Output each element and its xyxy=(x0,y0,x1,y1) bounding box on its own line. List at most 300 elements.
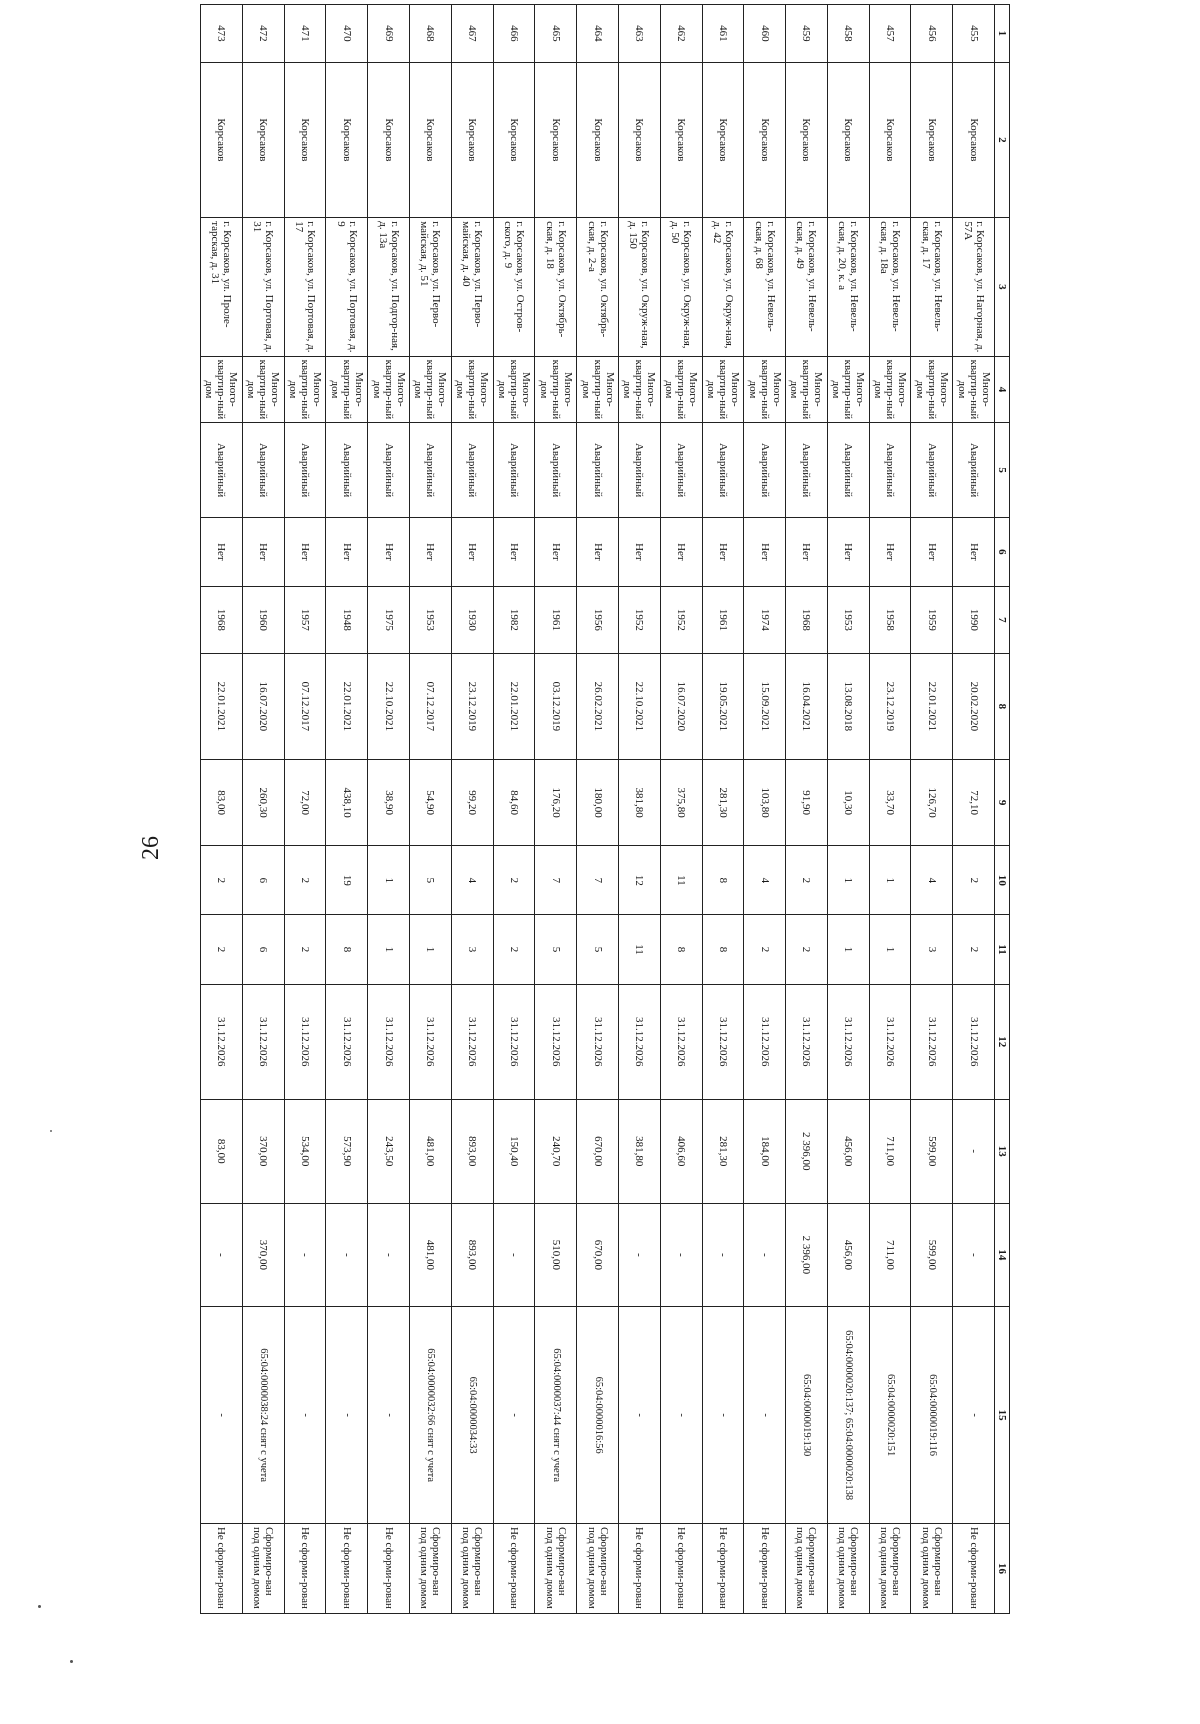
land-area-13: 370,00 xyxy=(242,1099,284,1203)
count-11: 8 xyxy=(326,915,368,984)
table-row xyxy=(953,5,995,1614)
flag: Нет xyxy=(493,517,535,586)
cadastral-number: - xyxy=(326,1307,368,1524)
cadastral-number: - xyxy=(618,1307,660,1524)
rotated-table-wrapper xyxy=(200,4,1010,1614)
area: 176,20 xyxy=(535,759,577,845)
year-built: 1975 xyxy=(368,587,410,654)
land-area-13: 281,30 xyxy=(702,1099,744,1203)
row-number: 466 xyxy=(493,5,535,63)
land-area-14: 456,00 xyxy=(827,1203,869,1307)
address: г. Корсаков, ул. Окруж-ная, д. 42 xyxy=(702,218,744,356)
land-status: Не сформи-рован xyxy=(618,1523,660,1613)
land-area-14: - xyxy=(284,1203,326,1307)
settlement: Корсаков xyxy=(786,62,828,218)
area: 10,30 xyxy=(827,759,869,845)
land-area-14: - xyxy=(953,1203,995,1307)
decision-date: 20.02.2020 xyxy=(953,653,995,759)
planned-date: 31.12.2026 xyxy=(953,984,995,1099)
address: г. Корсаков, ул. Невель-ская, д. 18а xyxy=(869,218,911,356)
row-number: 458 xyxy=(827,5,869,63)
area: 260,30 xyxy=(242,759,284,845)
column-header: 10 xyxy=(995,846,1010,915)
column-header: 14 xyxy=(995,1203,1010,1307)
count-10: 2 xyxy=(201,846,243,915)
settlement: Корсаков xyxy=(618,62,660,218)
column-header: 2 xyxy=(995,62,1010,218)
area: 83,00 xyxy=(201,759,243,845)
table-row xyxy=(786,5,828,1614)
row-number: 463 xyxy=(618,5,660,63)
count-11: 1 xyxy=(827,915,869,984)
table-row xyxy=(242,5,284,1614)
land-area-14: - xyxy=(618,1203,660,1307)
count-10: 4 xyxy=(744,846,786,915)
area: 91,90 xyxy=(786,759,828,845)
table-row xyxy=(577,5,619,1614)
land-status: Не сформи-рован xyxy=(702,1523,744,1613)
flag: Нет xyxy=(869,517,911,586)
building-type: Много-квартир-ный дом xyxy=(368,356,410,423)
condition: Аварийный xyxy=(451,423,493,518)
table-body xyxy=(201,5,995,1614)
area: 54,90 xyxy=(410,759,452,845)
decision-date: 26.02.2021 xyxy=(577,653,619,759)
address: г. Корсаков, ул. Окруж-ная, д. 150 xyxy=(618,218,660,356)
settlement: Корсаков xyxy=(368,62,410,218)
count-11: 2 xyxy=(744,915,786,984)
decision-date: 16.07.2020 xyxy=(242,653,284,759)
condition: Аварийный xyxy=(827,423,869,518)
year-built: 1930 xyxy=(451,587,493,654)
land-area-14: 510,00 xyxy=(535,1203,577,1307)
address: г. Корсаков, ул. Невель-ская, д. 68 xyxy=(744,218,786,356)
flag: Нет xyxy=(410,517,452,586)
address: г. Корсаков, ул. Перво-майская, д. 40 xyxy=(451,218,493,356)
decision-date: 15.09.2021 xyxy=(744,653,786,759)
year-built: 1959 xyxy=(911,587,953,654)
scan-speck xyxy=(38,1605,41,1608)
planned-date: 31.12.2026 xyxy=(201,984,243,1099)
planned-date: 31.12.2026 xyxy=(493,984,535,1099)
row-number: 464 xyxy=(577,5,619,63)
cadastral-number: - xyxy=(201,1307,243,1524)
condition: Аварийный xyxy=(618,423,660,518)
address: г. Корсаков, ул. Октябрь-ская, д. 18 xyxy=(535,218,577,356)
address: г. Корсаков, ул. Невель-ская, д. 17 xyxy=(911,218,953,356)
planned-date: 31.12.2026 xyxy=(284,984,326,1099)
condition: Аварийный xyxy=(242,423,284,518)
row-number: 473 xyxy=(201,5,243,63)
land-status: Не сформи-рован xyxy=(201,1523,243,1613)
land-area-14: - xyxy=(326,1203,368,1307)
table-row xyxy=(326,5,368,1614)
cadastral-number: 65:04:0000019:130 xyxy=(786,1307,828,1524)
planned-date: 31.12.2026 xyxy=(410,984,452,1099)
settlement: Корсаков xyxy=(242,62,284,218)
land-area-13: 670,00 xyxy=(577,1099,619,1203)
land-area-13: 184,00 xyxy=(744,1099,786,1203)
year-built: 1974 xyxy=(744,587,786,654)
land-area-13: 456,00 xyxy=(827,1099,869,1203)
column-header: 3 xyxy=(995,218,1010,356)
land-area-14: - xyxy=(660,1203,702,1307)
condition: Аварийный xyxy=(368,423,410,518)
decision-date: 16.04.2021 xyxy=(786,653,828,759)
settlement: Корсаков xyxy=(869,62,911,218)
area: 375,80 xyxy=(660,759,702,845)
decision-date: 19.05.2021 xyxy=(702,653,744,759)
count-11: 1 xyxy=(368,915,410,984)
settlement: Корсаков xyxy=(410,62,452,218)
address: г. Корсаков, ул. Проле-тарская, д. 31 xyxy=(201,218,243,356)
land-status: Сформиро-ван под одним домом xyxy=(786,1523,828,1613)
decision-date: 16.07.2020 xyxy=(660,653,702,759)
condition: Аварийный xyxy=(702,423,744,518)
area: 180,00 xyxy=(577,759,619,845)
year-built: 1968 xyxy=(786,587,828,654)
cadastral-number: 65:04:0000020:137; 65:04:0000020:138 xyxy=(827,1307,869,1524)
address: г. Корсаков, ул. Портовая, д. 17 xyxy=(284,218,326,356)
building-type: Много-квартир-ный дом xyxy=(869,356,911,423)
decision-date: 23.12.2019 xyxy=(869,653,911,759)
year-built: 1953 xyxy=(827,587,869,654)
land-area-13: 711,00 xyxy=(869,1099,911,1203)
address: г. Корсаков, ул. Перво-майская, д. 51 xyxy=(410,218,452,356)
land-area-14: 599,00 xyxy=(911,1203,953,1307)
row-number: 460 xyxy=(744,5,786,63)
cadastral-number: 65:04:0000037:44 снят с учета xyxy=(535,1307,577,1524)
land-status: Сформиро-ван под одним домом xyxy=(577,1523,619,1613)
count-10: 8 xyxy=(702,846,744,915)
year-built: 1968 xyxy=(201,587,243,654)
count-10: 2 xyxy=(493,846,535,915)
building-type: Много-квартир-ный дом xyxy=(326,356,368,423)
area: 33,70 xyxy=(869,759,911,845)
scan-speck xyxy=(50,1130,52,1132)
land-status: Не сформи-рован xyxy=(953,1523,995,1613)
cadastral-number: - xyxy=(744,1307,786,1524)
settlement: Корсаков xyxy=(827,62,869,218)
decision-date: 07.12.2017 xyxy=(410,653,452,759)
cadastral-number: - xyxy=(493,1307,535,1524)
count-11: 2 xyxy=(284,915,326,984)
count-11: 2 xyxy=(953,915,995,984)
table-row xyxy=(284,5,326,1614)
column-header: 13 xyxy=(995,1099,1010,1203)
count-10: 4 xyxy=(451,846,493,915)
land-area-14: 481,00 xyxy=(410,1203,452,1307)
count-11: 11 xyxy=(618,915,660,984)
address: г. Корсаков, ул. Невель-ская, д. 49 xyxy=(786,218,828,356)
planned-date: 31.12.2026 xyxy=(786,984,828,1099)
land-area-14: - xyxy=(493,1203,535,1307)
column-header: 12 xyxy=(995,984,1010,1099)
cadastral-number: 65:04:0000016:56 xyxy=(577,1307,619,1524)
planned-date: 31.12.2026 xyxy=(577,984,619,1099)
row-number: 457 xyxy=(869,5,911,63)
land-area-14: 370,00 xyxy=(242,1203,284,1307)
settlement: Корсаков xyxy=(326,62,368,218)
count-11: 2 xyxy=(201,915,243,984)
decision-date: 22.10.2021 xyxy=(618,653,660,759)
count-11: 3 xyxy=(911,915,953,984)
area: 103,80 xyxy=(744,759,786,845)
land-status: Не сформи-рован xyxy=(660,1523,702,1613)
address: г. Корсаков, ул. Портовая, д. 31 xyxy=(242,218,284,356)
scan-speck xyxy=(70,1660,73,1663)
column-header: 1 xyxy=(995,5,1010,63)
year-built: 1952 xyxy=(618,587,660,654)
area: 381,80 xyxy=(618,759,660,845)
column-header: 4 xyxy=(995,356,1010,423)
address: г. Корсаков, ул. Остров-ского, д. 9 xyxy=(493,218,535,356)
flag: Нет xyxy=(368,517,410,586)
land-area-13: 381,80 xyxy=(618,1099,660,1203)
settlement: Корсаков xyxy=(911,62,953,218)
count-10: 1 xyxy=(869,846,911,915)
count-10: 4 xyxy=(911,846,953,915)
column-header: 11 xyxy=(995,915,1010,984)
land-status: Не сформи-рован xyxy=(493,1523,535,1613)
condition: Аварийный xyxy=(660,423,702,518)
planned-date: 31.12.2026 xyxy=(702,984,744,1099)
decision-date: 22.01.2021 xyxy=(493,653,535,759)
condition: Аварийный xyxy=(911,423,953,518)
building-type: Много-квартир-ный дом xyxy=(786,356,828,423)
planned-date: 31.12.2026 xyxy=(535,984,577,1099)
land-area-13: 2 396,00 xyxy=(786,1099,828,1203)
column-header: 16 xyxy=(995,1523,1010,1613)
land-status: Не сформи-рован xyxy=(326,1523,368,1613)
land-area-13: 481,00 xyxy=(410,1099,452,1203)
decision-date: 22.01.2021 xyxy=(201,653,243,759)
row-number: 455 xyxy=(953,5,995,63)
decision-date: 07.12.2017 xyxy=(284,653,326,759)
address: г. Корсаков, ул. Подгор-ная, д. 13а xyxy=(368,218,410,356)
land-area-13: 243,50 xyxy=(368,1099,410,1203)
condition: Аварийный xyxy=(493,423,535,518)
flag: Нет xyxy=(577,517,619,586)
area: 99,20 xyxy=(451,759,493,845)
cadastral-number: 65:04:0000034:33 xyxy=(451,1307,493,1524)
table-row xyxy=(201,5,243,1614)
planned-date: 31.12.2026 xyxy=(326,984,368,1099)
column-header: 8 xyxy=(995,653,1010,759)
year-built: 1956 xyxy=(577,587,619,654)
planned-date: 31.12.2026 xyxy=(660,984,702,1099)
column-header: 15 xyxy=(995,1307,1010,1524)
land-area-13: 573,90 xyxy=(326,1099,368,1203)
count-11: 1 xyxy=(869,915,911,984)
flag: Нет xyxy=(744,517,786,586)
land-area-14: - xyxy=(201,1203,243,1307)
row-number: 472 xyxy=(242,5,284,63)
count-10: 19 xyxy=(326,846,368,915)
settlement: Корсаков xyxy=(744,62,786,218)
building-type: Много-квартир-ный дом xyxy=(744,356,786,423)
year-built: 1990 xyxy=(953,587,995,654)
count-11: 6 xyxy=(242,915,284,984)
column-header: 5 xyxy=(995,423,1010,518)
building-type: Много-квартир-ный дом xyxy=(660,356,702,423)
flag: Нет xyxy=(451,517,493,586)
count-11: 2 xyxy=(493,915,535,984)
count-11: 8 xyxy=(702,915,744,984)
cadastral-number: - xyxy=(284,1307,326,1524)
condition: Аварийный xyxy=(953,423,995,518)
condition: Аварийный xyxy=(577,423,619,518)
row-number: 470 xyxy=(326,5,368,63)
decision-date: 13.08.2018 xyxy=(827,653,869,759)
area: 126,70 xyxy=(911,759,953,845)
table-row xyxy=(869,5,911,1614)
row-number: 471 xyxy=(284,5,326,63)
building-type: Много-квартир-ный дом xyxy=(201,356,243,423)
year-built: 1958 xyxy=(869,587,911,654)
flag: Нет xyxy=(702,517,744,586)
decision-date: 22.01.2021 xyxy=(911,653,953,759)
year-built: 1960 xyxy=(242,587,284,654)
count-10: 6 xyxy=(242,846,284,915)
planned-date: 31.12.2026 xyxy=(451,984,493,1099)
land-status: Сформиро-ван под одним домом xyxy=(535,1523,577,1613)
land-area-13: 534,00 xyxy=(284,1099,326,1203)
address: г. Корсаков, ул. Портовая, д. 9 xyxy=(326,218,368,356)
planned-date: 31.12.2026 xyxy=(744,984,786,1099)
cadastral-number: - xyxy=(368,1307,410,1524)
year-built: 1948 xyxy=(326,587,368,654)
row-number: 469 xyxy=(368,5,410,63)
table-row xyxy=(911,5,953,1614)
building-type: Много-квартир-ный дом xyxy=(577,356,619,423)
building-type: Много-квартир-ный дом xyxy=(451,356,493,423)
year-built: 1957 xyxy=(284,587,326,654)
count-11: 2 xyxy=(786,915,828,984)
land-area-13: 893,00 xyxy=(451,1099,493,1203)
land-status: Сформиро-ван под одним домом xyxy=(410,1523,452,1613)
count-10: 2 xyxy=(953,846,995,915)
row-number: 459 xyxy=(786,5,828,63)
land-area-13: 406,60 xyxy=(660,1099,702,1203)
count-10: 1 xyxy=(827,846,869,915)
condition: Аварийный xyxy=(744,423,786,518)
year-built: 1961 xyxy=(535,587,577,654)
land-area-14: 893,00 xyxy=(451,1203,493,1307)
area: 72,00 xyxy=(284,759,326,845)
land-area-13: - xyxy=(953,1099,995,1203)
condition: Аварийный xyxy=(326,423,368,518)
cadastral-number: 65:04:0000032:66 снят с учета xyxy=(410,1307,452,1524)
building-type: Много-квартир-ный дом xyxy=(535,356,577,423)
page-number: 26 xyxy=(138,836,164,860)
flag: Нет xyxy=(953,517,995,586)
settlement: Корсаков xyxy=(953,62,995,218)
address: г. Корсаков, ул. Окруж-ная, д. 50 xyxy=(660,218,702,356)
table-row xyxy=(368,5,410,1614)
planned-date: 31.12.2026 xyxy=(242,984,284,1099)
settlement: Корсаков xyxy=(535,62,577,218)
condition: Аварийный xyxy=(869,423,911,518)
condition: Аварийный xyxy=(786,423,828,518)
table-row xyxy=(535,5,577,1614)
flag: Нет xyxy=(535,517,577,586)
housing-table xyxy=(200,4,1010,1614)
flag: Нет xyxy=(660,517,702,586)
building-type: Много-квартир-ный дом xyxy=(242,356,284,423)
land-area-14: 711,00 xyxy=(869,1203,911,1307)
row-number: 456 xyxy=(911,5,953,63)
land-status: Сформиро-ван под одним домом xyxy=(869,1523,911,1613)
land-status: Не сформи-рован xyxy=(744,1523,786,1613)
count-11: 8 xyxy=(660,915,702,984)
decision-date: 22.10.2021 xyxy=(368,653,410,759)
flag: Нет xyxy=(911,517,953,586)
building-type: Много-квартир-ный дом xyxy=(702,356,744,423)
land-area-13: 83,00 xyxy=(201,1099,243,1203)
address: г. Корсаков, ул. Нагорная, д. 57А xyxy=(953,218,995,356)
flag: Нет xyxy=(786,517,828,586)
count-10: 11 xyxy=(660,846,702,915)
settlement: Корсаков xyxy=(451,62,493,218)
settlement: Корсаков xyxy=(702,62,744,218)
land-status: Сформиро-ван под одним домом xyxy=(242,1523,284,1613)
land-status: Сформиро-ван под одним домом xyxy=(911,1523,953,1613)
decision-date: 22.01.2021 xyxy=(326,653,368,759)
land-status: Сформиро-ван под одним домом xyxy=(451,1523,493,1613)
count-11: 1 xyxy=(410,915,452,984)
building-type: Много-квартир-ный дом xyxy=(953,356,995,423)
count-10: 2 xyxy=(284,846,326,915)
count-10: 7 xyxy=(577,846,619,915)
land-area-14: - xyxy=(702,1203,744,1307)
land-area-14: - xyxy=(368,1203,410,1307)
header-row xyxy=(995,5,1010,1614)
cadastral-number: 65:04:0000038:24 снят с учета xyxy=(242,1307,284,1524)
settlement: Корсаков xyxy=(201,62,243,218)
building-type: Много-квартир-ный дом xyxy=(911,356,953,423)
table-row xyxy=(660,5,702,1614)
settlement: Корсаков xyxy=(660,62,702,218)
flag: Нет xyxy=(827,517,869,586)
land-area-13: 599,00 xyxy=(911,1099,953,1203)
planned-date: 31.12.2026 xyxy=(911,984,953,1099)
count-10: 7 xyxy=(535,846,577,915)
column-header: 9 xyxy=(995,759,1010,845)
count-11: 5 xyxy=(577,915,619,984)
condition: Аварийный xyxy=(284,423,326,518)
condition: Аварийный xyxy=(535,423,577,518)
count-11: 5 xyxy=(535,915,577,984)
table-row xyxy=(410,5,452,1614)
count-10: 1 xyxy=(368,846,410,915)
cadastral-number: 65:04:0000020:151 xyxy=(869,1307,911,1524)
cadastral-number: 65:04:0000019:116 xyxy=(911,1307,953,1524)
row-number: 461 xyxy=(702,5,744,63)
address: г. Корсаков, ул. Невель-ская, д. 20, к. а xyxy=(827,218,869,356)
area: 84,60 xyxy=(493,759,535,845)
year-built: 1961 xyxy=(702,587,744,654)
land-area-14: 2 396,00 xyxy=(786,1203,828,1307)
land-status: Не сформи-рован xyxy=(284,1523,326,1613)
decision-date: 03.12.2019 xyxy=(535,653,577,759)
flag: Нет xyxy=(618,517,660,586)
row-number: 467 xyxy=(451,5,493,63)
planned-date: 31.12.2026 xyxy=(618,984,660,1099)
cadastral-number: - xyxy=(660,1307,702,1524)
area: 438,10 xyxy=(326,759,368,845)
table-row xyxy=(744,5,786,1614)
